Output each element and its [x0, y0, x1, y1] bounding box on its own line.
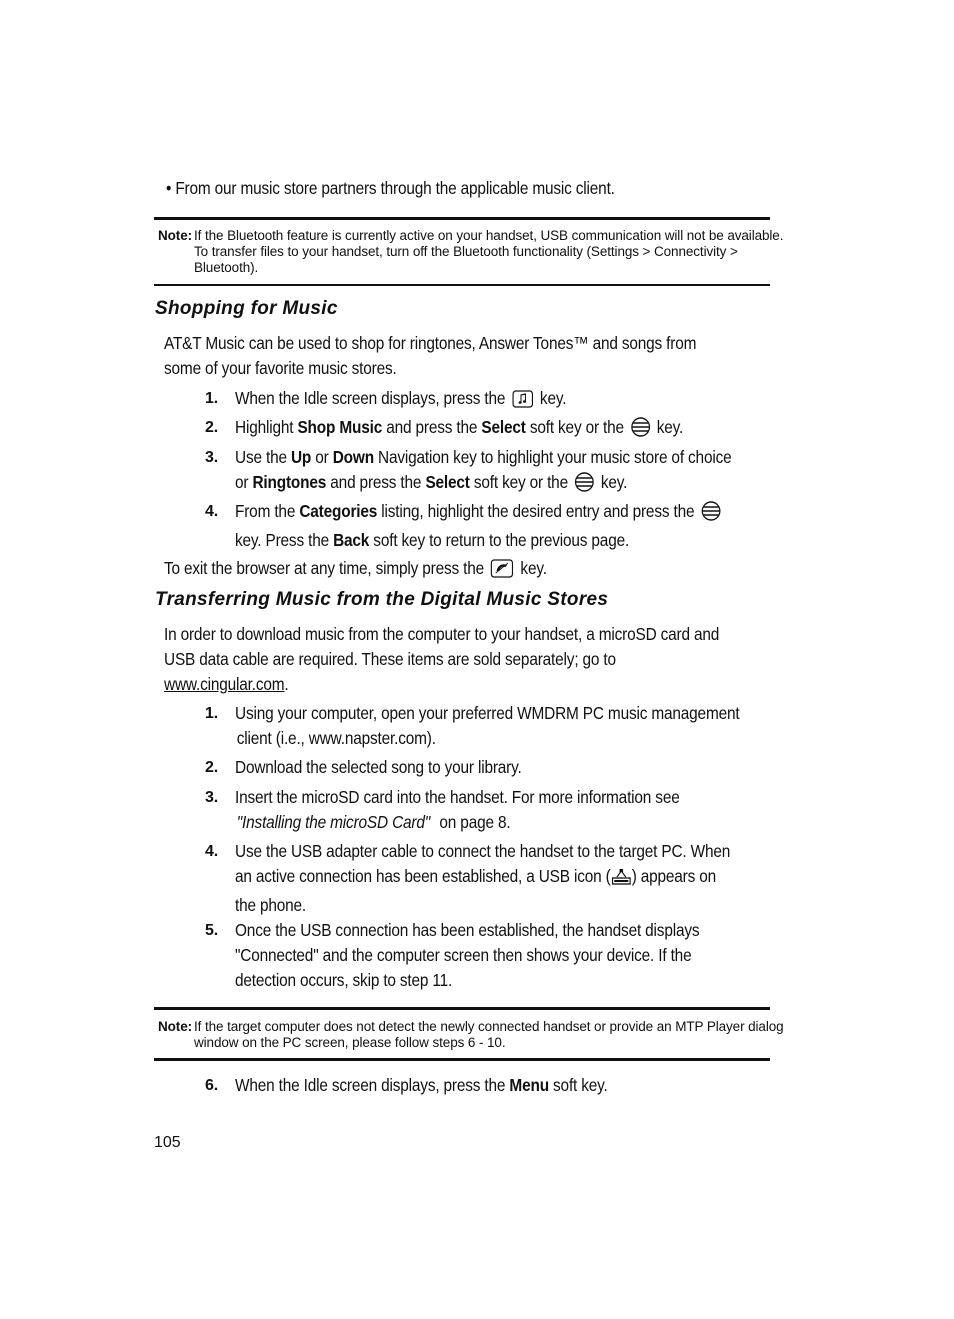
transfer-step-6	[235, 1073, 763, 1098]
exit-instruction	[164, 556, 547, 585]
step-text: Use the	[235, 447, 287, 467]
usb-icon	[611, 868, 630, 893]
note-rule-top	[154, 1007, 770, 1010]
step-text: an active connection has been established, a USB icon (	[235, 866, 611, 886]
step-keyword: Up	[290, 447, 312, 467]
section-heading-transferring: Transferring Music from the Digital Music Stores	[155, 589, 609, 610]
bullet-text: • From our music store partners through the applicable music client.	[166, 178, 615, 198]
transfer-step-4	[235, 839, 763, 918]
step-text: detection occurs, skip to step 11.	[235, 970, 453, 990]
exit-text: key.	[520, 558, 547, 578]
bullet-item	[166, 176, 615, 201]
step-number: 4.	[205, 843, 218, 860]
step-text: When the Idle screen displays, press the	[235, 1075, 506, 1095]
step-number: 3.	[205, 789, 218, 806]
step-text: and press the	[330, 472, 422, 492]
step-text: key.	[656, 417, 684, 437]
step-number: 3.	[205, 449, 218, 466]
step-text: soft key.	[553, 1075, 608, 1095]
step-keyword: Select	[425, 472, 470, 492]
music-key-icon	[512, 390, 533, 415]
step-text: Use the USB adapter cable to connect the handset to the target PC. When	[235, 841, 731, 861]
shopping-step-1	[235, 386, 763, 415]
step-text: "Connected" and the computer screen then shows your device. If the	[235, 945, 692, 965]
step-text: or	[315, 447, 329, 467]
step-text: listing, highlight the desired entry and press the	[381, 501, 695, 521]
step-text: and press the	[386, 417, 478, 437]
step-text: on page 8.	[439, 812, 511, 832]
att-globe-icon	[631, 417, 650, 444]
intro-line: In order to download music from the computer to your handset, a microSD card and	[164, 624, 720, 644]
shopping-intro	[164, 331, 696, 381]
step-number: 1.	[205, 390, 218, 407]
shopping-step-4	[235, 499, 763, 553]
intro-line: some of your favorite music stores.	[164, 358, 397, 378]
att-globe-icon	[701, 501, 720, 528]
note-line: Bluetooth).	[194, 260, 259, 275]
step-number: 2.	[205, 759, 218, 776]
step-keyword: Menu	[509, 1075, 549, 1095]
note-line: If the Bluetooth feature is currently active on your handset, USB communication will not be available.	[194, 228, 784, 243]
step-number: 6.	[205, 1077, 218, 1094]
note-bluetooth	[158, 228, 784, 278]
note-line: If the target computer does not detect the newly connected handset or provide an MTP Player dialog	[194, 1019, 784, 1034]
step-number: 1.	[205, 705, 218, 722]
step-text: Using your computer, open your preferred WMDRM PC music management	[235, 703, 740, 723]
note-label: Note:	[158, 228, 192, 243]
end-key-icon	[491, 559, 514, 585]
step-text: From the	[235, 501, 296, 521]
step-text: Highlight	[235, 417, 294, 437]
step-keyword: Categories	[299, 501, 378, 521]
step-text: soft key to return to the previous page.	[373, 530, 630, 550]
step-text: the phone.	[235, 895, 307, 915]
note-line: To transfer files to your handset, turn off the Bluetooth functionality (Settings > Connectivity >	[194, 244, 738, 259]
note-mtp	[158, 1019, 784, 1053]
page-number: 105	[154, 1134, 181, 1151]
step-number: 2.	[205, 419, 218, 436]
att-globe-icon	[575, 472, 594, 499]
step-number: 5.	[205, 922, 218, 939]
shopping-step-2	[235, 415, 763, 444]
transfer-intro	[164, 622, 719, 697]
shopping-step-3	[235, 445, 763, 499]
step-text: client (i.e., www.napster.com).	[236, 728, 436, 748]
cross-reference[interactable]: "Installing the microSD Card"	[236, 812, 431, 832]
cingular-link[interactable]: www.cingular.com	[164, 674, 285, 694]
step-keyword: Down	[332, 447, 374, 467]
note-rule-bottom	[154, 284, 770, 286]
step-text: or	[235, 472, 249, 492]
note-label: Note:	[158, 1019, 192, 1034]
note-line: window on the PC screen, please follow steps 6 - 10.	[194, 1035, 506, 1050]
step-text: Navigation key to highlight your music store of choice	[378, 447, 732, 467]
section-heading-shopping: Shopping for Music	[155, 298, 338, 319]
exit-text: To exit the browser at any time, simply press the	[164, 558, 485, 578]
step-text: key.	[600, 472, 628, 492]
step-text: Download the selected song to your library.	[235, 757, 522, 777]
step-keyword: Select	[481, 417, 526, 437]
note-rule-bottom	[154, 1058, 770, 1061]
transfer-step-1	[235, 701, 763, 751]
step-text: ) appears on	[631, 866, 717, 886]
step-text: key. Press the	[235, 530, 329, 550]
step-number: 4.	[205, 503, 218, 520]
intro-line: AT&T Music can be used to shop for ringtones, Answer Tones™ and songs from	[164, 333, 697, 353]
step-text: soft key or the	[473, 472, 568, 492]
step-text: When the Idle screen displays, press the	[235, 388, 506, 408]
transfer-step-3	[235, 785, 763, 835]
step-text: Insert the microSD card into the handset. For more information see	[235, 787, 680, 807]
note-rule-top	[154, 217, 770, 220]
step-text: soft key or the	[529, 417, 624, 437]
step-keyword: Back	[333, 530, 370, 550]
step-keyword: Ringtones	[252, 472, 327, 492]
transfer-step-5	[235, 918, 763, 993]
transfer-step-2	[235, 755, 763, 780]
intro-line: USB data cable are required. These items are sold separately; go to	[164, 649, 616, 669]
step-text: key.	[539, 388, 567, 408]
step-keyword: Shop Music	[297, 417, 383, 437]
intro-period: .	[284, 674, 289, 694]
step-text: Once the USB connection has been established, the handset displays	[235, 920, 700, 940]
